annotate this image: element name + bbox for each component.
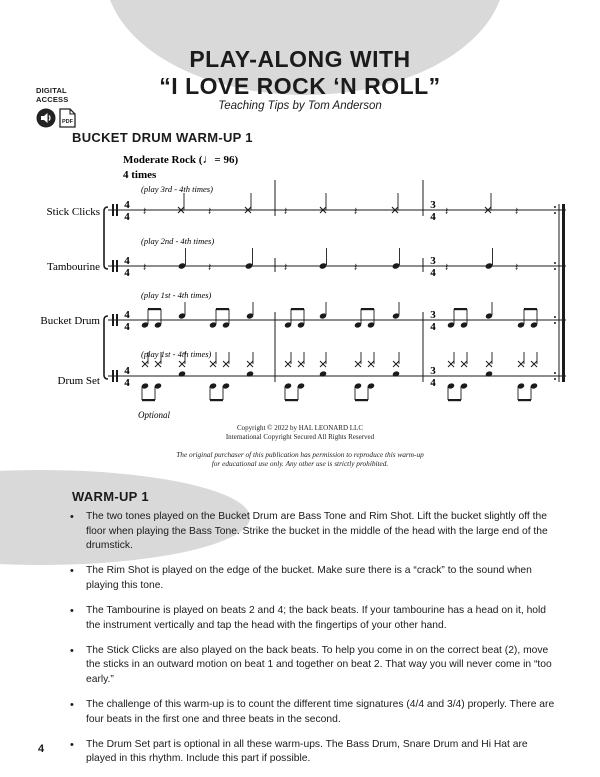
play-note-stick-clicks: (play 3rd - 4th times) xyxy=(141,184,213,194)
time-sig-bottom: 4 xyxy=(430,321,436,333)
svg-text:𝄽: 𝄽 xyxy=(208,261,212,274)
svg-text:𝄽: 𝄽 xyxy=(143,261,147,274)
page-title-line2: “I LOVE ROCK ‘N ROLL” xyxy=(159,73,441,99)
svg-text:𝄽: 𝄽 xyxy=(284,261,288,274)
time-sig-bottom: 4 xyxy=(430,377,436,389)
time-sig-top: 4 xyxy=(124,365,130,377)
list-item: • The Rim Shot is played on the edge of the bucket. Make sure there is a “crack” to the sound when playing this tone. xyxy=(86,564,556,593)
part-name-drum-set: Drum Set xyxy=(57,375,100,387)
list-item: • The two tones played on the Bucket Drum are Bass Tone and Rim Shot. Lift the bucket slightly off the floor when playing the Bass Tone. Strike the bucket in the middle of the head with the large end of the drumstick. xyxy=(86,510,556,554)
play-note-drum-set: (play 1st - 4th times) xyxy=(141,349,212,359)
pdf-badge: PDF xyxy=(62,119,73,125)
repeat-count: 4 times xyxy=(123,169,157,181)
time-sig-top: 3 xyxy=(430,309,436,321)
svg-text:𝄽: 𝄽 xyxy=(445,205,449,218)
time-sig-bottom: 4 xyxy=(124,267,130,279)
permission-line1: The original purchaser of this publication has permission to reproduce this warm-up xyxy=(176,450,424,459)
optional-label: Optional xyxy=(138,410,171,420)
svg-text:𝄽: 𝄽 xyxy=(515,205,519,218)
copyright-line1: Copyright © 2022 by HAL LEONARD LLC xyxy=(237,424,363,432)
svg-text:𝄽: 𝄽 xyxy=(445,261,449,274)
time-sig-bottom: 4 xyxy=(430,267,436,279)
svg-text:𝄽: 𝄽 xyxy=(143,205,147,218)
list-item: • The Stick Clicks are also played on the back beats. To help you come in on the correct beat (2), move the sticks in an outward motion on beat 1 and together on beat 2. That way you will never come in “too early.” xyxy=(86,644,556,688)
page-number: 4 xyxy=(38,743,45,755)
digital-access-label: DIGITAL ACCESS xyxy=(36,86,69,104)
time-sig-bottom: 4 xyxy=(124,321,130,333)
permission-notice xyxy=(0,450,600,468)
time-sig-bottom: 4 xyxy=(124,377,130,389)
time-sig-top: 4 xyxy=(124,199,130,211)
part-name-tambourine: Tambourine xyxy=(47,261,100,273)
part-name-bucket-drum: Bucket Drum xyxy=(40,315,100,327)
svg-text:𝄽: 𝄽 xyxy=(284,205,288,218)
time-sig-top: 3 xyxy=(430,365,436,377)
play-note-tambourine: (play 2nd - 4th times) xyxy=(141,236,215,246)
tempo-marking: Moderate Rock (♩= 96) xyxy=(123,152,239,166)
svg-text:𝄽: 𝄽 xyxy=(208,205,212,218)
svg-text:𝄽: 𝄽 xyxy=(354,261,358,274)
time-sig-top: 3 xyxy=(430,255,436,267)
svg-text:𝄽: 𝄽 xyxy=(354,205,358,218)
time-sig-bottom: 4 xyxy=(124,211,130,223)
copyright xyxy=(0,424,600,442)
time-sig-top: 4 xyxy=(124,309,130,321)
section-heading-warmup: BUCKET DRUM WARM-UP 1 xyxy=(72,130,253,145)
time-sig-top: 4 xyxy=(124,255,130,267)
time-sig-bottom: 4 xyxy=(430,211,436,223)
part-name-stick-clicks: Stick Clicks xyxy=(46,206,100,218)
list-item: • The Tambourine is played on beats 2 and 4; the back beats. If your tambourine has a head on it, hold the instrument vertically and tap the head with the fingertips of your other hand. xyxy=(86,604,556,633)
copyright-line2: International Copyright Secured All Rights Reserved xyxy=(225,433,375,441)
page-subtitle: Teaching Tips by Tom Anderson xyxy=(218,100,382,112)
permission-line2: for educational use only. Any other use is strictly prohibited. xyxy=(211,459,389,468)
time-sig-top: 3 xyxy=(430,199,436,211)
tips-list xyxy=(70,510,556,777)
page-title-line1: PLAY-ALONG WITH xyxy=(189,46,411,72)
section-heading-warmup-1: WARM-UP 1 xyxy=(72,489,149,504)
svg-text:𝄽: 𝄽 xyxy=(515,261,519,274)
play-note-bucket-drum: (play 1st - 4th times) xyxy=(141,290,212,300)
list-item: • The challenge of this warm-up is to count the different time signatures (4/4 and 3/4) properly. There are four beats in the first one and three beats in the second. xyxy=(86,698,556,727)
list-item: • The Drum Set part is optional in all these warm-ups. The Bass Drum, Snare Drum and Hi Hat are played in this rhythm. Include this part if possible. xyxy=(86,738,556,767)
